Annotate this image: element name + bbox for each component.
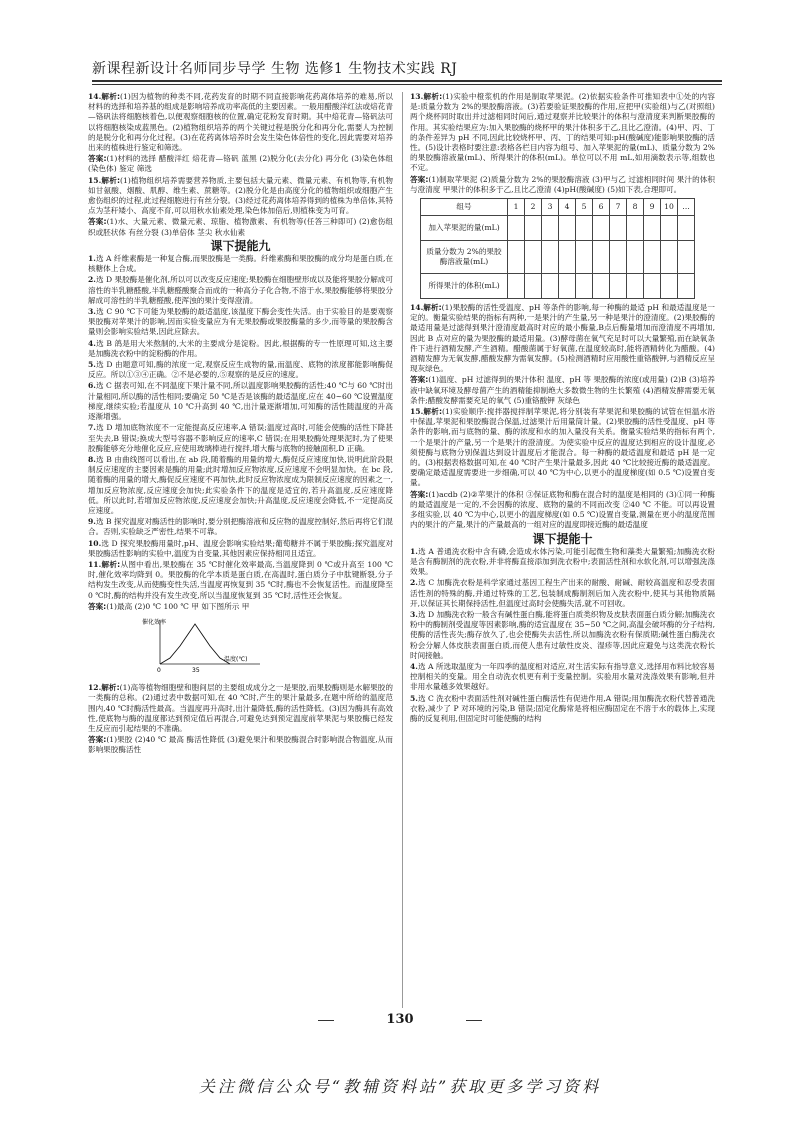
right-block-a — [410, 92, 715, 195]
answer-text: 选 D 探究果胶酶用量时,pH、温度会影响实验结果;葡萄糖并不属于果胶酶;探究温度对果胶酶活性影响的实验中,温度为自变量,其他因素应保持相同且适宜。 — [88, 538, 393, 558]
table-row — [421, 241, 695, 274]
answer-text: 选 D 增加底物浓度不一定能提高反应速率,A 错误;温度过高时,可能会使酶的活性下降甚至失去,B 错误;换成大型号容器不影响反应的速率,C 错误;在用果胶酶处理果泥时,为了使果胶酶能够充分地催化反应,应使用玻璃棒进行搅拌,增大酶与底物的接触面积,D 正确。 — [88, 423, 393, 453]
answer-paragraph — [410, 303, 715, 374]
table-header-cell: 组号 — [421, 199, 508, 216]
answer-text: 选 C 据表可知,在不同温度下果汁量不同,所以温度影响果胶酶的活性;40 ℃与 60 ℃时出汁量相同,所以酶的活性相同;要确定 50 ℃是否是该酶的最适温度,应在 40~60 ℃设置温度梯度,继续实验;若温度从 10 ℃升高到 40 ℃,出汁量逐渐增加,可知酶的活性随温度的升高逐渐增强。 — [88, 381, 393, 422]
question-number: 15. — [88, 175, 102, 185]
answer-text: 选 A 所选取温度为一年四季的温度相对适应,对生活实际有指导意义,选择用布料比较容易控制相关的变量。用全自动洗衣机更有利于变量控制。实验用水量对洗涤效果有影响,但并非用水量越多效果越好。 — [410, 661, 715, 692]
footer-dash-left — [318, 1020, 334, 1021]
question-number: 12. — [88, 683, 102, 693]
column-divider — [402, 92, 403, 1008]
x-tick-label: 35 — [192, 666, 200, 674]
table-empty-cell — [542, 274, 559, 299]
answer-label: 答案: — [88, 217, 107, 227]
answer-text: (1)因为植物的种类不同,花药发育的时期不同直接影响花药离体培养的难易,所以材料的选择和培养基的组成是影响培养成功率高低的主要因素。一般用醋酸洋红法或焙花青—铬矾法将细胞核着色,以便观察细胞核的位置,确定花粉发育时期。其中焙花青—铬矾法可以将细胞核染成蓝黑色。(2)植物组织培养的两个关键过程是脱分化和再分化,需要人为控制的是脱分化和再分化过程。(3)在花药离体培养时会发生染色体倍性的变化,因此需要对培养出来的植株进行鉴定和筛选。 — [88, 92, 393, 153]
answer-text: (1)植物组织培养需要营养物质,主要包括大量元素、微量元素、有机物等,有机物如甘氨酸、烟酸、肌醇、维生素、蔗糖等。(2)脱分化是由高度分化的植物组织或细胞产生愈伤组织的过程,此过程细胞进行有丝分裂。(3)经过花药离体培养得到的植株为单倍体,其特点为茎秆矮小、高度不育,可以用秋水仙素处理,染色体加倍后,则植株变为可育。 — [88, 175, 393, 216]
answer-paragraph — [88, 683, 393, 734]
table-empty-cell — [661, 274, 678, 299]
answer-paragraph — [88, 92, 393, 153]
question-number: 5. — [410, 693, 418, 703]
answer-paragraph — [410, 175, 715, 195]
left-block-a — [88, 92, 393, 238]
answer-text: 选 B 由曲线图可以看出,在 ab 段,随着酶的用量的增大,酶促反应速度加快,说明此阶段限制反应速度的主要因素是酶的用量;此时增加反应物浓度,反应速度不会明显加快。在 bc 段,随着酶的用量的增大,酶促反应速度不再加快,此时反应物浓度成为限制反应速度的因素之一,增加反应物浓度,反应速度会加快;此实验条件下的温度是适宜的,若升高温度,反应速度降低。所以此时,若增加反应物浓度,反应速度会加快;升高温度,反应速度会降低,不一定提高反应速度。 — [88, 454, 393, 515]
answer-label: 答案: — [410, 375, 429, 385]
table-column-number: 9 — [644, 199, 661, 216]
table-empty-cell — [542, 216, 559, 241]
table-empty-cell — [525, 274, 542, 299]
table-row — [421, 274, 695, 299]
answer-text: 选 D 加酶洗衣粉一般含有碱性蛋白酶,能将蛋白质类织物及皮肤表面蛋白质分解;加酶洗衣粉中的酶制剂受温度等因素影响,酶的适宜温度在 35~50 ℃之间,高温会破坏酶的分子结构,使酶的活性丧失;酶存放久了,也会使酶失去活性,所以加酶洗衣粉有保质期;碱性蛋白酶洗衣粉会分解人体皮肤表面蛋白质,而使人患有过敏性皮炎、湿疹等,因此应避免与这类洗衣粉长时间接触。 — [410, 609, 715, 660]
activity-curve-line — [160, 624, 230, 664]
left-block-b — [88, 254, 393, 612]
table-empty-cell — [644, 241, 661, 274]
table-column-number: 5 — [576, 199, 593, 216]
answer-paragraph — [88, 517, 393, 537]
answer-label: 解析: — [101, 559, 121, 569]
section-title-nine: 课下提能九 — [210, 238, 271, 253]
answer-label: 答案: — [88, 601, 107, 611]
answer-label: 答案: — [88, 735, 107, 745]
table-empty-cell — [678, 274, 695, 299]
footer-dash-right — [466, 1020, 482, 1021]
question-number: 3. — [88, 307, 96, 317]
answer-paragraph — [410, 407, 715, 489]
table-empty-cell — [508, 274, 525, 299]
answer-text: 选 B 鸽是用大米熬制的,大米的主要成分是淀粉。因此,根据酶的专一性原理可知,这主要是加酶洗衣粉中的淀粉酶的作用。 — [88, 338, 393, 358]
answer-text: (1)acdb (2)②苹果汁的体积 ③保证底物和酶在混合时的温度是相同的 (3)①同一种酶的最适温度是一定的,不会因酶的浓度、底物的量的不同而改变 ②40 ℃ 不能。可以再设置多组实验,以 40 ℃为中心,以更小的温度梯度(如 0.5 ℃)设置自变量,测量在更小的温度范围内的果汁的产量,果汁的产量最高的一组对应的温度即接近酶的最适温度 — [410, 489, 715, 530]
table-empty-cell — [593, 216, 610, 241]
table-column-number: 4 — [559, 199, 576, 216]
answer-paragraph — [410, 92, 715, 174]
answer-text: (1)水、大量元素、微量元素、琼脂、植物激素、有机物等(任答三种即可) (2)愈伤组织或胚状体 有丝分裂 (3)单倍体 茎尖 秋水仙素 — [88, 217, 393, 237]
answer-label: 解析: — [101, 683, 120, 693]
page-number: 130 — [386, 1012, 414, 1027]
table-empty-cell — [559, 274, 576, 299]
answer-paragraph — [410, 694, 715, 725]
right-column — [410, 92, 715, 725]
answer-paragraph — [88, 602, 393, 612]
table-empty-cell — [627, 241, 644, 274]
answer-text: (1)温度、pH 过滤得到的果汁体积 温度、pH 等 果胶酶的浓度(或用量) (2)B (3)培养液中缺氧环境及酵母菌产生的酒精能抑制绝大多数微生物的生长繁殖 (4)酒精发酵需要无氧条件;醋酸发酵需要充足的氧气 (5)重铬酸钾 灰绿色 — [410, 375, 715, 405]
answer-paragraph — [88, 217, 393, 237]
table-empty-cell — [627, 216, 644, 241]
x-axis-label: 温度(℃) — [224, 655, 248, 663]
table-empty-cell — [644, 274, 661, 299]
table-empty-cell — [644, 216, 661, 241]
table-column-number: 3 — [542, 199, 559, 216]
answer-text: 选 B 探究温度对酶活性的影响时,要分别把酶溶液和反应物的温度控制好,然后再将它们混合。否则,实验缺乏严密性,结果不可靠。 — [88, 517, 393, 537]
table-empty-cell — [559, 216, 576, 241]
table-row — [421, 216, 695, 241]
table-empty-cell — [661, 241, 678, 274]
table-empty-cell — [627, 274, 644, 299]
table-empty-cell — [661, 216, 678, 241]
enzyme-activity-chart — [140, 614, 270, 676]
table-column-number: 6 — [593, 199, 610, 216]
question-number: 5. — [88, 360, 96, 370]
answer-text: (1)果胶酶的活性受温度、pH 等条件的影响,每一种酶的最适 pH 和最适温度是一定的。衡量实验结果的指标有两种,一是果汁的产生量,另一种是果汁的澄清度。(2)果胶酶的最适用量是过滤得到果汁澄清度最高时对应的最小酶量,B点后酶量增加而澄清度不再增加,因此 B 点对应的量为果胶酶的最适用量。(3)酵母菌在氧气充足时可以大量繁殖,而在缺氧条件下进行酒精发酵,产生酒精。醋酸菌属于好氧菌,在温度较高时,能将酒精转化为醋酸。(4)酒精发酵为无氧发酵,醋酸发酵为需氧发酵。(5)检测酒精时应用酸性重铬酸钾,与酒精反应呈现灰绿色。 — [410, 303, 715, 374]
table-empty-cell — [576, 241, 593, 274]
right-block-b — [410, 303, 715, 530]
answer-text: 选 D 果胶酶是催化剂,所以可以改变反应速度;果胶酶在细胞壁形成以及能将果胶分解成可溶性的半乳糖醛酸,半乳糖醛酸聚合而成的一种高分子化合物,不溶于水,果胶酶能够将果胶分解成可溶性的半乳糖醛酸,使浑浊的果汁变得澄清。 — [88, 275, 393, 305]
answer-paragraph — [88, 360, 393, 380]
answer-text: 选 A 纤维素酶是一种复合酶,而果胶酶是一类酶。纤维素酶和果胶酶的成分均是蛋白质,在核糖体上合成。 — [88, 254, 393, 274]
answer-paragraph — [410, 610, 715, 661]
table-column-number: 8 — [627, 199, 644, 216]
question-number: 7. — [88, 423, 96, 433]
table-row-label: 加入苹果泥的量(mL) — [421, 216, 508, 241]
answer-paragraph — [88, 560, 393, 601]
question-number: 1. — [410, 546, 418, 556]
answer-paragraph — [88, 423, 393, 454]
answer-paragraph — [88, 735, 393, 755]
question-number: 2. — [410, 578, 418, 588]
answer-text: (1)最高 (2)0 ℃ 100 ℃ 甲 如下图所示 甲 — [106, 601, 250, 611]
question-number: 1. — [88, 254, 96, 264]
table-column-number: … — [678, 199, 695, 216]
table-empty-cell — [610, 274, 627, 299]
table-empty-cell — [678, 241, 695, 274]
question-number: 15. — [410, 407, 424, 417]
table-empty-cell — [610, 216, 627, 241]
left-column — [88, 92, 393, 757]
answer-paragraph — [88, 539, 393, 559]
table-empty-cell — [508, 216, 525, 241]
answer-text: (1)实验中橙浆机的作用是制取苹果泥。(2)依据实验条件可推知表中①处的内容是:质量分数为 2%的果胶酶溶液。(3)若要验证果胶酶的作用,应把甲(实验组)与乙(对照组)两个烧杯同时取出并过滤相同时间后,通过观察并比较果汁的体积与澄清度来判断果胶酶的作用。其实验结果应为:加入果胶酶的烧杯甲的果汁体积多于乙,且比乙澄清。(4)甲、丙、丁的条件差异为 pH 不同,因此比较烧杯甲、丙、丁的结果可知:pH(酸碱度)能影响果胶酶的活性。(5)设计表格时要注意:表格各栏目内容为组号、加入苹果泥的量(mL)、质量分数为 2%的果胶酶溶液量(mL)、所得果汁的体积(mL)。单位可以不用 mL,如用滴数表示等,组数也不定。 — [410, 92, 715, 173]
answer-paragraph — [410, 375, 715, 406]
answer-text: 选 D 由题意可知,酶的浓度一定,观察反应生成物的量,而温度、底物的浓度都能影响酶促反应。所以①③④正确。②不是必要的,⑤观察的是反应的速度。 — [88, 360, 393, 380]
table-row-label: 所得果汁的体积(mL) — [421, 274, 508, 299]
table-empty-cell — [525, 216, 542, 241]
table-empty-cell — [559, 241, 576, 274]
answer-text: (1)制取苹果泥 (2)质量分数为 2%的果胶酶溶液 (3)甲与乙 过滤相同时间 果汁的体积与澄清度 甲果汁的体积多于乙,且比乙澄清 (4)pH(酸碱度) (5)如下表,合理即可。 — [410, 174, 715, 194]
answer-label: 解析: — [423, 92, 443, 101]
table-empty-cell — [593, 274, 610, 299]
table-column-number: 2 — [525, 199, 542, 216]
answer-label: 解析: — [423, 407, 443, 417]
answer-paragraph — [88, 254, 393, 274]
answer-paragraph — [410, 547, 715, 578]
answer-text: (1)高等植物细胞壁和胞间层的主要组成成分之一是果胶,而果胶酶则是水解果胶的一类酶的总称。(2)通过表中数据可知,在 40 ℃时,产生的果汁量最多,在题中所给的温度范围内,40 ℃时酶活性最高。当温度再升高时,出汁量降低,酶的活性降低。(3)因为酶具有高效性,使底物与酶的温度都达到预定值后再混合,可避免达到预定温度前苹果泥与果胶酶已经发生反应而引起结果的不准确。 — [88, 683, 393, 733]
left-block-c — [88, 683, 393, 755]
table-row-label: 质量分数为 2%的果胶酶溶液量(mL) — [421, 241, 508, 274]
table-empty-cell — [593, 241, 610, 274]
answer-paragraph — [88, 381, 393, 422]
answer-label: 答案: — [410, 174, 429, 184]
answer-paragraph — [410, 490, 715, 531]
answer-paragraph — [410, 662, 715, 693]
header-rule-thin — [92, 84, 722, 85]
x-tick-label: 0 — [157, 666, 161, 674]
table-empty-cell — [576, 274, 593, 299]
section-title-ten: 课下提能十 — [532, 531, 593, 546]
answer-paragraph — [88, 176, 393, 217]
answer-paragraph — [88, 275, 393, 306]
question-number: 4. — [88, 338, 96, 348]
answer-label: 答案: — [88, 154, 107, 164]
question-number: 4. — [410, 661, 418, 671]
answer-text: 从图中看出,果胶酶在 35 ℃时催化效率最高,当温度降到 0 ℃或升高至 100 ℃时,催化效率均降到 0。果胶酶的化学本质是蛋白质,在高温时,蛋白质分子中肽键断裂,分子结构发生改变,从而使酶变性失活,当温度再恢复到 35 ℃时,酶也不会恢复活性。而温度降至 0 ℃时,酶的结构并没有发生改变,所以当温度恢复到 35 ℃时,活性还会恢复。 — [88, 559, 394, 600]
table-empty-cell — [678, 216, 695, 241]
table-column-number: 1 — [508, 199, 525, 216]
answer-paragraph — [410, 578, 715, 609]
table-empty-cell — [525, 241, 542, 274]
data-table — [420, 198, 695, 299]
table-column-number: 7 — [610, 199, 627, 216]
answer-text: 选 A 普通洗衣粉中含有磷,会造成水体污染,可能引起微生物和藻类大量繁殖;加酶洗衣粉是含有酶制剂的洗衣粉,并非将酶直接添加到洗衣粉中;表面活性剂和水软化剂,可以增强洗涤效果。 — [410, 546, 715, 577]
question-number: 6. — [88, 381, 96, 391]
question-number: 2. — [88, 275, 96, 285]
table-empty-cell — [576, 216, 593, 241]
answer-text: (1)材料的选择 醋酸洋红 焙花青—铬矾 蓝黑 (2)脱分化(去分化) 再分化 (3)染色体组(染色体) 鉴定 筛选 — [88, 154, 393, 174]
table-empty-cell — [610, 241, 627, 274]
footer-note: 关注微信公众号“教辅资料站”获取更多学习资料 — [198, 1077, 602, 1096]
answer-text: 选 C 90 ℃下可能为果胶酶的最适温度,该温度下酶会变性失活。由于实验目的是要观察果胶酶对苹果汁的影响,因而实验变量应为有无果胶酶或果胶酶量的多少,而等量的果胶酶含量则会影响实验结果,因此应除去。 — [88, 307, 393, 337]
page-header: 新课程新设计名师同步导学 生物 选修1 生物技术实践 RJ — [92, 61, 458, 77]
answer-label: 解析: — [423, 303, 442, 313]
right-block-c — [410, 547, 715, 724]
answer-text: 选 C 加酶洗衣粉是科学家通过基因工程生产出来的耐酸、耐碱、耐较高温度和忍受表面活性剂的特殊的酶,并通过特殊的工艺,包装制成酶制剂后加入洗衣粉中,使其与其他物质隔开,以保证其长期保持活性,但温度过高时会使酶失活,就不可回收。 — [410, 578, 715, 608]
question-number: 14. — [88, 92, 102, 101]
question-number: 14. — [410, 303, 424, 313]
table-column-number: 10 — [661, 199, 678, 216]
answer-text: (1)实验顺序:搅拌器搅拌制苹果泥,将分别装有苹果泥和果胶酶的试管在恒温水浴中保温,苹果泥和果胶酶混合保温,过滤果汁后用量筒计量。(2)果胶酶的活性受温度、pH 等条件的影响,而与底物的量、酶的浓度和水的加入量没有关系。衡量实验结果的指标有两个,一个是果汁的产量,另一个是果汁的澄清度。为使实验中反应的温度达到相应的设计温度,必须使酶与底物分别保温达到设计温度后才能混合。每一种酶的最适温度和最适 pH 是一定的。(3)根据表格数据可知,在 40 ℃时产生果汁量最多,因此 40 ℃比较接近酶的最适温度。要确定最适温度需要进一步细确,可以 40 ℃为中心,以更小的温度梯度(如 0.5 ℃)设置自变量。 — [410, 407, 715, 488]
answer-label: 解析: — [101, 175, 121, 185]
y-axis-label: 催化效率 — [142, 618, 167, 626]
answer-label: 解析: — [101, 92, 121, 101]
answer-paragraph — [88, 455, 393, 516]
answer-text: (1)果胶 (2)40 ℃ 最高 酶活性降低 (3)避免果汁和果胶酶混合时影响混合物温度,从而影响果胶酶活性 — [88, 735, 393, 755]
question-number: 3. — [410, 609, 418, 619]
answer-label: 答案: — [410, 489, 429, 499]
answer-paragraph — [88, 154, 393, 174]
answer-paragraph — [88, 307, 393, 338]
table-empty-cell — [508, 241, 525, 274]
table-empty-cell — [542, 241, 559, 274]
question-number: 10. — [88, 538, 102, 548]
question-number: 9. — [88, 517, 96, 527]
question-number: 8. — [88, 454, 96, 464]
question-number: 11. — [88, 559, 102, 569]
header-rule-thick — [92, 80, 722, 82]
enzyme-temperature-figure — [140, 614, 270, 679]
answer-paragraph — [88, 339, 393, 359]
table-header-row — [421, 199, 695, 216]
question-number: 13. — [410, 92, 424, 101]
answer-text: 选 C 洗衣粉中表面活性剂对碱性蛋白酶活性有促进作用,A 错误;用加酶洗衣粉代替普通洗衣粉,减少了 P 对环境的污染,B 错误;固定化酶常是将相应酶固定在不溶于水的载体上,实现酶的反复利用,但固定时可能使酶的结构 — [410, 693, 715, 723]
